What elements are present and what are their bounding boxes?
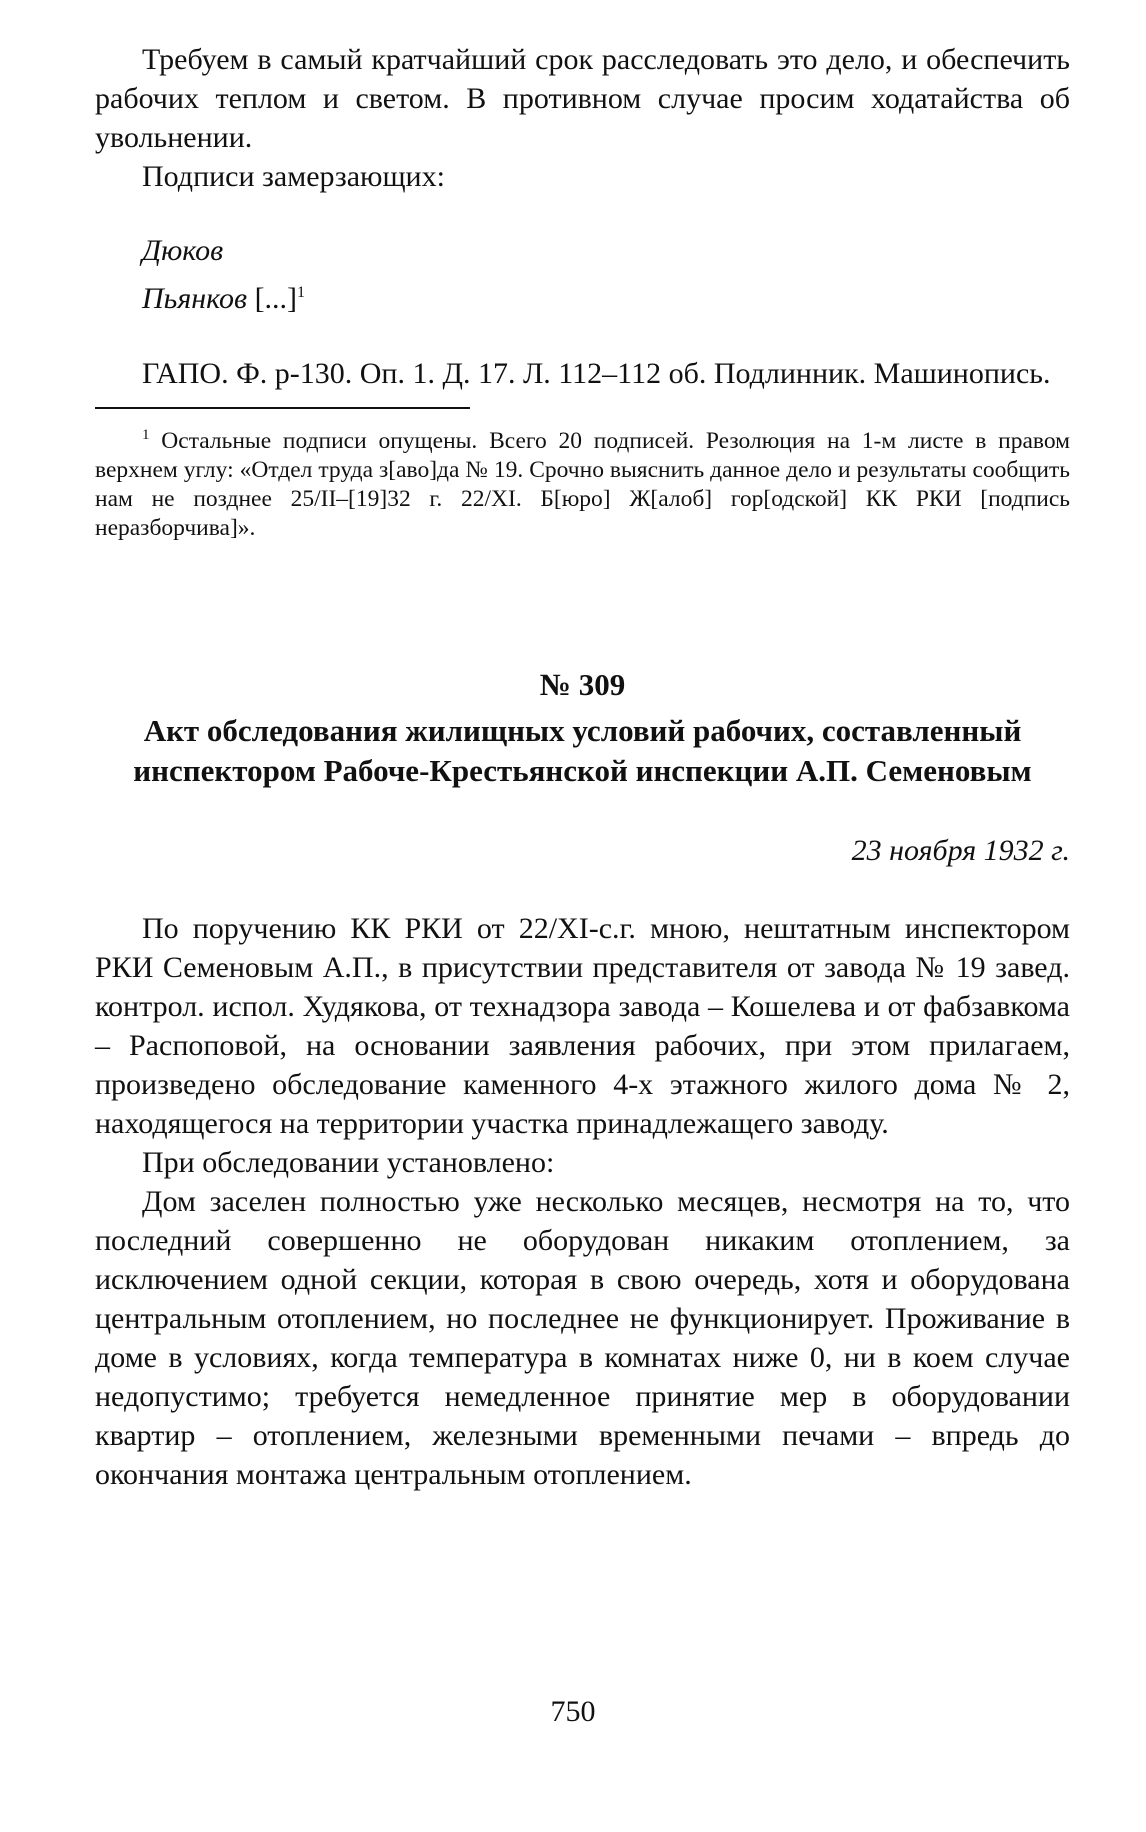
page-number: 750	[550, 1695, 596, 1728]
document-date: 23 ноября 1932 г.	[851, 833, 1070, 867]
signer-2-omission: [...]	[254, 282, 298, 315]
body-paragraph-1: По поручению КК РКИ от 22/XI-с.г. мною, нештатным инспектором РКИ Семеновым А.П., в присутствии представителя от завода № 19 завед. контрол. испол. Худякова, от технадзора завода – Кошелева и от фабзавкома – Распоповой, на основании заявления рабочих, при этом прилагаем, произведено обследование каменного 4-х этажного жилого дома № 2, находящегося на территории участка принадлежащего заводу.	[95, 911, 1070, 1140]
document-title-line-1: Акт обследования жилищных условий рабочих, составленный	[143, 712, 1022, 748]
footnote-text: Остальные подписи опущены. Всего 20 подписей. Резолюция на 1-м листе в правом верхнем углу: «Отдел труда з[аво]да № 19. Срочно выяснить данное дело и результаты сообщить нам не позднее 25/II–[19]32 г. 22/XI. Б[юро] Ж[алоб] гор[одской] КК РКИ [подпись неразборчива]».	[95, 427, 1070, 541]
signature-block	[95, 230, 1070, 320]
footnote-divider	[95, 407, 470, 409]
body-paragraph-3: Дом заселен полностью уже несколько месяцев, несмотря на то, что последний совершенно не оборудован никаким отоплением, за исключением одной секции, которая в свою очередь, хотя и оборудована центральным отоплением, но последнее не функционирует. Проживание в доме в условиях, когда температура в комнатах ниже 0, ни в коем случае недопустимо; требуется немедленное принятие мер в оборудовании квартир – отоплением, железными временными печами – впредь до окончания монтажа центральным отоплением.	[95, 1184, 1070, 1491]
closing-paragraph: Требуем в самый кратчайший срок расследовать это дело, и обеспечить рабочих теплом и светом. В противном случае просим ходатайства об увольнении.	[95, 43, 1070, 154]
footnote-reference: 1	[297, 284, 306, 301]
footnote-mark: 1	[142, 427, 150, 443]
signer-2-line	[142, 272, 1070, 320]
document-number: № 309	[539, 666, 626, 702]
signer-2: Пьянков	[142, 282, 248, 315]
signatures-label: Подписи замерзающих:	[142, 160, 445, 193]
document-title-line-2: инспектором Рабоче-Крестьянской инспекции А.П. Семеновым	[133, 752, 1032, 788]
signer-1: Дюков	[142, 234, 224, 267]
footnote	[95, 421, 1070, 543]
body-paragraph-2: При обследовании установлено:	[142, 1145, 555, 1179]
page-content	[95, 40, 1070, 1494]
archive-reference: ГАПО. Ф. р-130. Оп. 1. Д. 17. Л. 112–112 об. Подлинник. Машинопись.	[142, 357, 1051, 390]
document-body	[95, 909, 1070, 1494]
document-title	[95, 711, 1070, 791]
